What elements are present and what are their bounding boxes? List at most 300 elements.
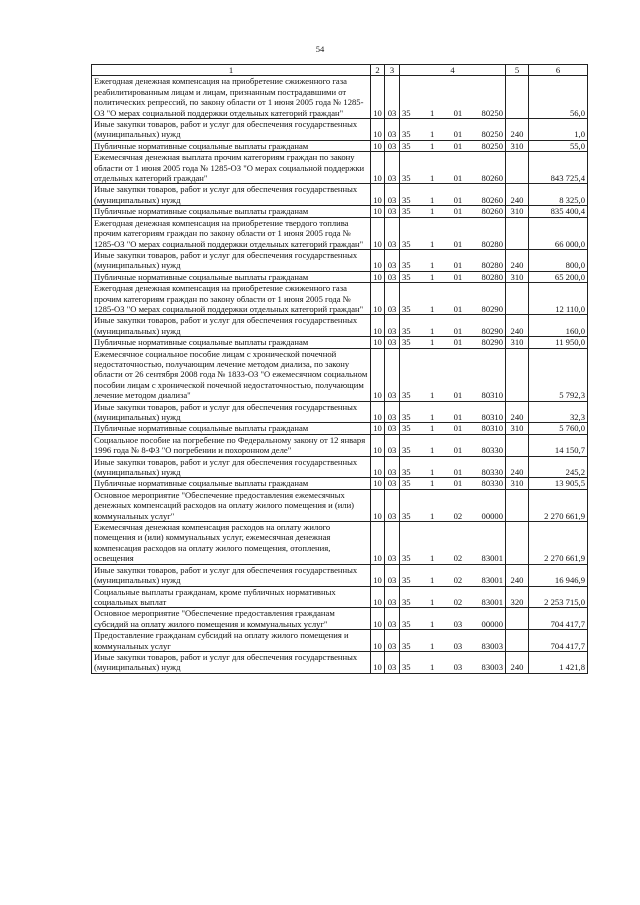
target-code-parts (402, 108, 503, 118)
row-subsection: 03 (385, 217, 400, 249)
row-section: 10 (371, 608, 385, 630)
target-code-k4: 80260 (481, 194, 503, 205)
row-target-code (400, 348, 506, 401)
target-code-k3: 02 (453, 553, 463, 564)
table-row (92, 315, 588, 337)
table-row (92, 337, 588, 348)
target-code-k3: 01 (453, 140, 463, 151)
row-amount: 835 400,4 (529, 206, 588, 217)
row-amount: 12 110,0 (529, 283, 588, 315)
target-code-k1: 35 (402, 206, 411, 217)
row-section: 10 (371, 315, 385, 337)
row-description: Публичные нормативные социальные выплаты гражданам (92, 478, 371, 489)
row-target-code (400, 206, 506, 217)
budget-table (91, 64, 588, 674)
target-code-parts (402, 239, 503, 249)
row-expense-type (506, 348, 529, 401)
target-code-k2: 1 (429, 325, 435, 336)
row-amount: 8 325,0 (529, 184, 588, 206)
target-code-k1: 35 (402, 337, 411, 348)
target-code-k2: 1 (429, 445, 435, 456)
row-section: 10 (371, 337, 385, 348)
target-code-k3: 01 (453, 337, 463, 348)
row-target-code (400, 184, 506, 206)
target-code-parts (402, 467, 503, 477)
row-subsection: 03 (385, 348, 400, 401)
target-code-parts (402, 423, 503, 433)
row-target-code (400, 651, 506, 673)
table-row (92, 348, 588, 401)
row-amount: 11 950,0 (529, 337, 588, 348)
row-expense-type: 240 (506, 315, 529, 337)
row-expense-type: 310 (506, 423, 529, 434)
target-code-k2: 1 (429, 260, 435, 271)
target-code-k4: 80290 (481, 325, 503, 336)
target-code-k1: 35 (402, 390, 411, 401)
table-row (92, 651, 588, 673)
target-code-k2: 1 (429, 337, 435, 348)
target-code-k1: 35 (402, 271, 411, 282)
target-code-k2: 1 (429, 662, 435, 673)
row-amount: 16 946,9 (529, 564, 588, 586)
row-section: 10 (371, 456, 385, 478)
target-code-k4: 80280 (481, 271, 503, 282)
row-section: 10 (371, 564, 385, 586)
target-code-parts (402, 195, 503, 205)
target-code-parts (402, 511, 503, 521)
row-subsection: 03 (385, 478, 400, 489)
table-row (92, 608, 588, 630)
target-code-k3: 01 (453, 467, 463, 478)
target-code-k3: 01 (453, 173, 463, 184)
row-target-code (400, 608, 506, 630)
row-amount: 55,0 (529, 140, 588, 151)
row-target-code (400, 630, 506, 652)
row-target-code (400, 76, 506, 119)
row-description: Иные закупки товаров, работ и услуг для обеспечения государственных (муниципальных) нужд (92, 564, 371, 586)
target-code-k1: 35 (402, 173, 411, 184)
target-code-parts (402, 326, 503, 336)
target-code-k2: 1 (429, 478, 435, 489)
row-subsection: 03 (385, 608, 400, 630)
row-description: Публичные нормативные социальные выплаты гражданам (92, 337, 371, 348)
target-code-parts (402, 272, 503, 282)
row-expense-type: 240 (506, 401, 529, 423)
target-code-k4: 80260 (481, 173, 503, 184)
target-code-k4: 80310 (481, 412, 503, 422)
target-code-k2: 1 (429, 640, 435, 651)
row-subsection: 03 (385, 434, 400, 456)
target-code-k1: 35 (402, 445, 411, 456)
row-expense-type: 310 (506, 337, 529, 348)
target-code-k4: 80250 (481, 129, 503, 140)
target-code-k3: 02 (453, 575, 463, 586)
table-row (92, 140, 588, 151)
row-section: 10 (371, 489, 385, 521)
target-code-k3: 01 (453, 107, 463, 118)
row-description: Иные закупки товаров, работ и услуг для обеспечения государственных (муниципальных) нужд (92, 651, 371, 673)
row-target-code (400, 456, 506, 478)
row-expense-type (506, 489, 529, 521)
row-description: Иные закупки товаров, работ и услуг для обеспечения государственных (муниципальных) нужд (92, 249, 371, 271)
target-code-k1: 35 (402, 140, 411, 151)
target-code-k2: 1 (429, 129, 435, 140)
target-code-parts (402, 206, 503, 216)
table-body (92, 76, 588, 673)
row-description: Ежемесячная денежная выплата прочим категориям граждан по закону области от 1 июня 2005 года № 1285-ОЗ "О мерах социальной поддержки отдельных категорий граждан" (92, 152, 371, 184)
row-amount: 14 150,7 (529, 434, 588, 456)
row-target-code (400, 140, 506, 151)
row-subsection: 03 (385, 283, 400, 315)
row-expense-type: 310 (506, 140, 529, 151)
row-amount: 843 725,4 (529, 152, 588, 184)
row-description: Ежемесячная денежная компенсация расходов на оплату жилого помещения и (или) коммунальных услуг, ежемесячная денежная компенсация расходов на оплату жилого помещения, отопления, освещения (92, 522, 371, 565)
row-description: Социальные выплаты гражданам, кроме публичных нормативных социальных выплат (92, 586, 371, 608)
target-code-k4: 80280 (481, 260, 503, 271)
target-code-parts (402, 304, 503, 314)
target-code-k4: 80330 (481, 467, 503, 478)
target-code-k2: 1 (429, 618, 435, 629)
row-section: 10 (371, 348, 385, 401)
target-code-k4: 80290 (481, 303, 503, 314)
target-code-k1: 35 (402, 467, 411, 478)
target-code-k4: 80280 (481, 238, 503, 249)
target-code-k3: 01 (453, 390, 463, 401)
row-amount: 2 270 661,9 (529, 489, 588, 521)
row-description: Публичные нормативные социальные выплаты гражданам (92, 271, 371, 282)
target-code-k1: 35 (402, 129, 411, 140)
target-code-k1: 35 (402, 412, 411, 422)
target-code-k1: 35 (402, 575, 411, 586)
row-expense-type (506, 608, 529, 630)
target-code-k3: 02 (453, 596, 463, 607)
target-code-k1: 35 (402, 107, 411, 118)
target-code-k1: 35 (402, 238, 411, 249)
row-target-code (400, 249, 506, 271)
row-expense-type (506, 434, 529, 456)
row-description: Публичные нормативные социальные выплаты гражданам (92, 206, 371, 217)
row-description: Ежемесячное социальное пособие лицам с хронической почечной недостаточностью, получающим лечение методом диализа, по закону области от 26 сентября 2008 года № 1833-ОЗ "О ежемесячном социальном пособии лицам с хронической почечной недостаточностью, получающим лечение методом диализа" (92, 348, 371, 401)
row-amount: 160,0 (529, 315, 588, 337)
target-code-parts (402, 445, 503, 455)
row-subsection: 03 (385, 271, 400, 282)
row-subsection: 03 (385, 564, 400, 586)
target-code-k3: 03 (453, 618, 463, 629)
table-row (92, 76, 588, 119)
table-row (92, 564, 588, 586)
target-code-k4: 80330 (481, 478, 503, 489)
row-target-code (400, 271, 506, 282)
target-code-k1: 35 (402, 260, 411, 271)
target-code-k2: 1 (429, 467, 435, 478)
target-code-k4: 83003 (481, 662, 503, 673)
target-code-parts (402, 412, 503, 422)
target-code-k1: 35 (402, 662, 411, 673)
row-section: 10 (371, 423, 385, 434)
row-expense-type (506, 522, 529, 565)
target-code-k3: 01 (453, 325, 463, 336)
row-description: Иные закупки товаров, работ и услуг для обеспечения государственных (муниципальных) нужд (92, 184, 371, 206)
row-section: 10 (371, 651, 385, 673)
row-expense-type: 310 (506, 271, 529, 282)
target-code-parts (402, 337, 503, 347)
target-code-k2: 1 (429, 596, 435, 607)
table-row (92, 522, 588, 565)
target-code-k1: 35 (402, 553, 411, 564)
row-subsection: 03 (385, 315, 400, 337)
table-row (92, 249, 588, 271)
target-code-k4: 80310 (481, 390, 503, 401)
target-code-parts (402, 129, 503, 139)
target-code-k1: 35 (402, 640, 411, 651)
target-code-k1: 35 (402, 325, 411, 336)
target-code-k3: 01 (453, 303, 463, 314)
target-code-k4: 80310 (481, 423, 503, 434)
row-amount: 65 200,0 (529, 271, 588, 282)
target-code-k4: 83001 (481, 596, 503, 607)
target-code-k2: 1 (429, 107, 435, 118)
header-cell-5: 5 (506, 65, 529, 76)
target-code-k4: 80330 (481, 445, 503, 456)
page-number: 54 (315, 44, 325, 54)
row-amount: 704 417,7 (529, 608, 588, 630)
row-target-code (400, 586, 506, 608)
row-description: Ежегодная денежная компенсация на приобретение сжиженного газа реабилитированным лицам и лицам, признанным пострадавшими от политических репрессий, по закону области от 1 июня 2005 года № 1285-ОЗ "О мерах социальной поддержки отдельных категорий граждан" (92, 76, 371, 119)
row-section: 10 (371, 184, 385, 206)
table-row (92, 456, 588, 478)
row-description: Публичные нормативные социальные выплаты гражданам (92, 423, 371, 434)
row-subsection: 03 (385, 249, 400, 271)
row-description: Иные закупки товаров, работ и услуг для обеспечения государственных (муниципальных) нужд (92, 401, 371, 423)
target-code-k3: 03 (453, 640, 463, 651)
row-section: 10 (371, 152, 385, 184)
target-code-k3: 02 (453, 510, 463, 521)
table-row (92, 271, 588, 282)
row-subsection: 03 (385, 651, 400, 673)
row-expense-type: 310 (506, 478, 529, 489)
row-section: 10 (371, 401, 385, 423)
target-code-k2: 1 (429, 173, 435, 184)
row-subsection: 03 (385, 119, 400, 141)
table-row (92, 217, 588, 249)
row-section: 10 (371, 119, 385, 141)
target-code-k1: 35 (402, 478, 411, 489)
row-section: 10 (371, 140, 385, 151)
target-code-parts (402, 641, 503, 651)
target-code-k2: 1 (429, 412, 435, 422)
row-expense-type (506, 152, 529, 184)
target-code-k4: 83003 (481, 640, 503, 651)
row-amount: 1,0 (529, 119, 588, 141)
row-section: 10 (371, 478, 385, 489)
target-code-k2: 1 (429, 423, 435, 434)
row-target-code (400, 401, 506, 423)
row-target-code (400, 434, 506, 456)
row-description: Иные закупки товаров, работ и услуг для обеспечения государственных (муниципальных) нужд (92, 456, 371, 478)
row-amount: 32,3 (529, 401, 588, 423)
row-subsection: 03 (385, 489, 400, 521)
target-code-k2: 1 (429, 194, 435, 205)
row-section: 10 (371, 586, 385, 608)
table-row (92, 184, 588, 206)
row-amount: 800,0 (529, 249, 588, 271)
row-target-code (400, 478, 506, 489)
row-subsection: 03 (385, 586, 400, 608)
row-target-code (400, 283, 506, 315)
row-amount: 56,0 (529, 76, 588, 119)
row-section: 10 (371, 217, 385, 249)
row-target-code (400, 423, 506, 434)
target-code-k1: 35 (402, 194, 411, 205)
row-expense-type: 240 (506, 651, 529, 673)
table-row (92, 434, 588, 456)
row-expense-type: 240 (506, 249, 529, 271)
row-amount: 2 270 661,9 (529, 522, 588, 565)
target-code-k3: 01 (453, 206, 463, 217)
row-description: Социальное пособие на погребение по Федеральному закону от 12 января 1996 года № 8-ФЗ "О погребении и похоронном деле" (92, 434, 371, 456)
target-code-parts (402, 390, 503, 400)
row-target-code (400, 217, 506, 249)
target-code-k3: 03 (453, 662, 463, 673)
target-code-parts (402, 173, 503, 183)
row-description: Ежегодная денежная компенсация на приобретение сжиженного газа прочим категориям граждан по закону области от 1 июня 2005 года № 1285-ОЗ "О мерах социальной поддержки отдельных категорий граждан" (92, 283, 371, 315)
target-code-k4: 83001 (481, 575, 503, 586)
target-code-k2: 1 (429, 575, 435, 586)
row-subsection: 03 (385, 337, 400, 348)
row-description: Иные закупки товаров, работ и услуг для обеспечения государственных (муниципальных) нужд (92, 315, 371, 337)
row-subsection: 03 (385, 140, 400, 151)
target-code-k4: 80250 (481, 107, 503, 118)
row-section: 10 (371, 630, 385, 652)
row-expense-type: 240 (506, 184, 529, 206)
header-cell-6: 6 (529, 65, 588, 76)
target-code-k1: 35 (402, 510, 411, 521)
target-code-k4: 00000 (481, 618, 503, 629)
table-row (92, 206, 588, 217)
row-subsection: 03 (385, 630, 400, 652)
row-target-code (400, 337, 506, 348)
target-code-parts (402, 619, 503, 629)
target-code-parts (402, 478, 503, 488)
table-row (92, 283, 588, 315)
row-expense-type: 310 (506, 206, 529, 217)
row-subsection: 03 (385, 401, 400, 423)
target-code-k3: 01 (453, 238, 463, 249)
row-subsection: 03 (385, 184, 400, 206)
row-amount: 13 905,5 (529, 478, 588, 489)
target-code-parts (402, 597, 503, 607)
target-code-k2: 1 (429, 553, 435, 564)
target-code-k2: 1 (429, 238, 435, 249)
target-code-k1: 35 (402, 596, 411, 607)
row-amount: 245,2 (529, 456, 588, 478)
row-description: Ежегодная денежная компенсация на приобретение твердого топлива прочим категориям граждан по закону области от 1 июня 2005 года № 1285-ОЗ "О мерах социальной поддержки отдельных категорий граждан" (92, 217, 371, 249)
row-description: Публичные нормативные социальные выплаты гражданам (92, 140, 371, 151)
target-code-k3: 01 (453, 423, 463, 434)
target-code-k3: 01 (453, 194, 463, 205)
table-row (92, 401, 588, 423)
row-target-code (400, 315, 506, 337)
target-code-k3: 01 (453, 478, 463, 489)
target-code-parts (402, 575, 503, 585)
row-subsection: 03 (385, 456, 400, 478)
target-code-k1: 35 (402, 303, 411, 314)
row-section: 10 (371, 206, 385, 217)
row-target-code (400, 119, 506, 141)
target-code-k3: 01 (453, 271, 463, 282)
row-amount: 2 253 715,0 (529, 586, 588, 608)
row-expense-type: 320 (506, 586, 529, 608)
row-section: 10 (371, 283, 385, 315)
row-section: 10 (371, 271, 385, 282)
row-amount: 66 000,0 (529, 217, 588, 249)
row-description: Иные закупки товаров, работ и услуг для обеспечения государственных (муниципальных) нужд (92, 119, 371, 141)
target-code-parts (402, 141, 503, 151)
target-code-parts (402, 662, 503, 672)
target-code-k3: 01 (453, 445, 463, 456)
row-target-code (400, 489, 506, 521)
row-section: 10 (371, 76, 385, 119)
row-amount: 704 417,7 (529, 630, 588, 652)
header-cell-1: 1 (92, 65, 371, 76)
target-code-parts (402, 260, 503, 270)
table-row (92, 152, 588, 184)
target-code-k4: 80290 (481, 337, 503, 348)
target-code-parts (402, 553, 503, 563)
row-expense-type: 240 (506, 564, 529, 586)
row-expense-type (506, 76, 529, 119)
row-expense-type: 240 (506, 119, 529, 141)
target-code-k2: 1 (429, 303, 435, 314)
table-row (92, 630, 588, 652)
header-row (92, 65, 588, 76)
row-amount: 5 792,3 (529, 348, 588, 401)
row-subsection: 03 (385, 152, 400, 184)
row-section: 10 (371, 522, 385, 565)
target-code-k1: 35 (402, 423, 411, 434)
target-code-k2: 1 (429, 140, 435, 151)
row-amount: 5 760,0 (529, 423, 588, 434)
row-expense-type (506, 217, 529, 249)
row-subsection: 03 (385, 423, 400, 434)
target-code-k1: 35 (402, 618, 411, 629)
target-code-k3: 01 (453, 129, 463, 140)
row-expense-type (506, 283, 529, 315)
target-code-k4: 80250 (481, 140, 503, 151)
target-code-k4: 80260 (481, 206, 503, 217)
row-description: Основное мероприятие "Обеспечение предоставления гражданам субсидий на оплату жилого помещения и коммунальных услуг" (92, 608, 371, 630)
table-row (92, 586, 588, 608)
target-code-k3: 01 (453, 412, 463, 422)
target-code-k3: 01 (453, 260, 463, 271)
row-target-code (400, 522, 506, 565)
table-row (92, 478, 588, 489)
header-cell-4: 4 (400, 65, 506, 76)
target-code-k2: 1 (429, 510, 435, 521)
row-subsection: 03 (385, 76, 400, 119)
target-code-k4: 00000 (481, 510, 503, 521)
table-row (92, 119, 588, 141)
table-row (92, 423, 588, 434)
row-description: Основное мероприятие "Обеспечение предоставления ежемесячных денежных компенсаций расходов на оплату жилого помещения и (или) коммунальных услуг" (92, 489, 371, 521)
target-code-k2: 1 (429, 390, 435, 401)
target-code-k2: 1 (429, 271, 435, 282)
row-description: Предоставление гражданам субсидий на оплату жилого помещения и коммунальных услуг (92, 630, 371, 652)
row-section: 10 (371, 249, 385, 271)
target-code-k2: 1 (429, 206, 435, 217)
row-expense-type: 240 (506, 456, 529, 478)
row-target-code (400, 564, 506, 586)
